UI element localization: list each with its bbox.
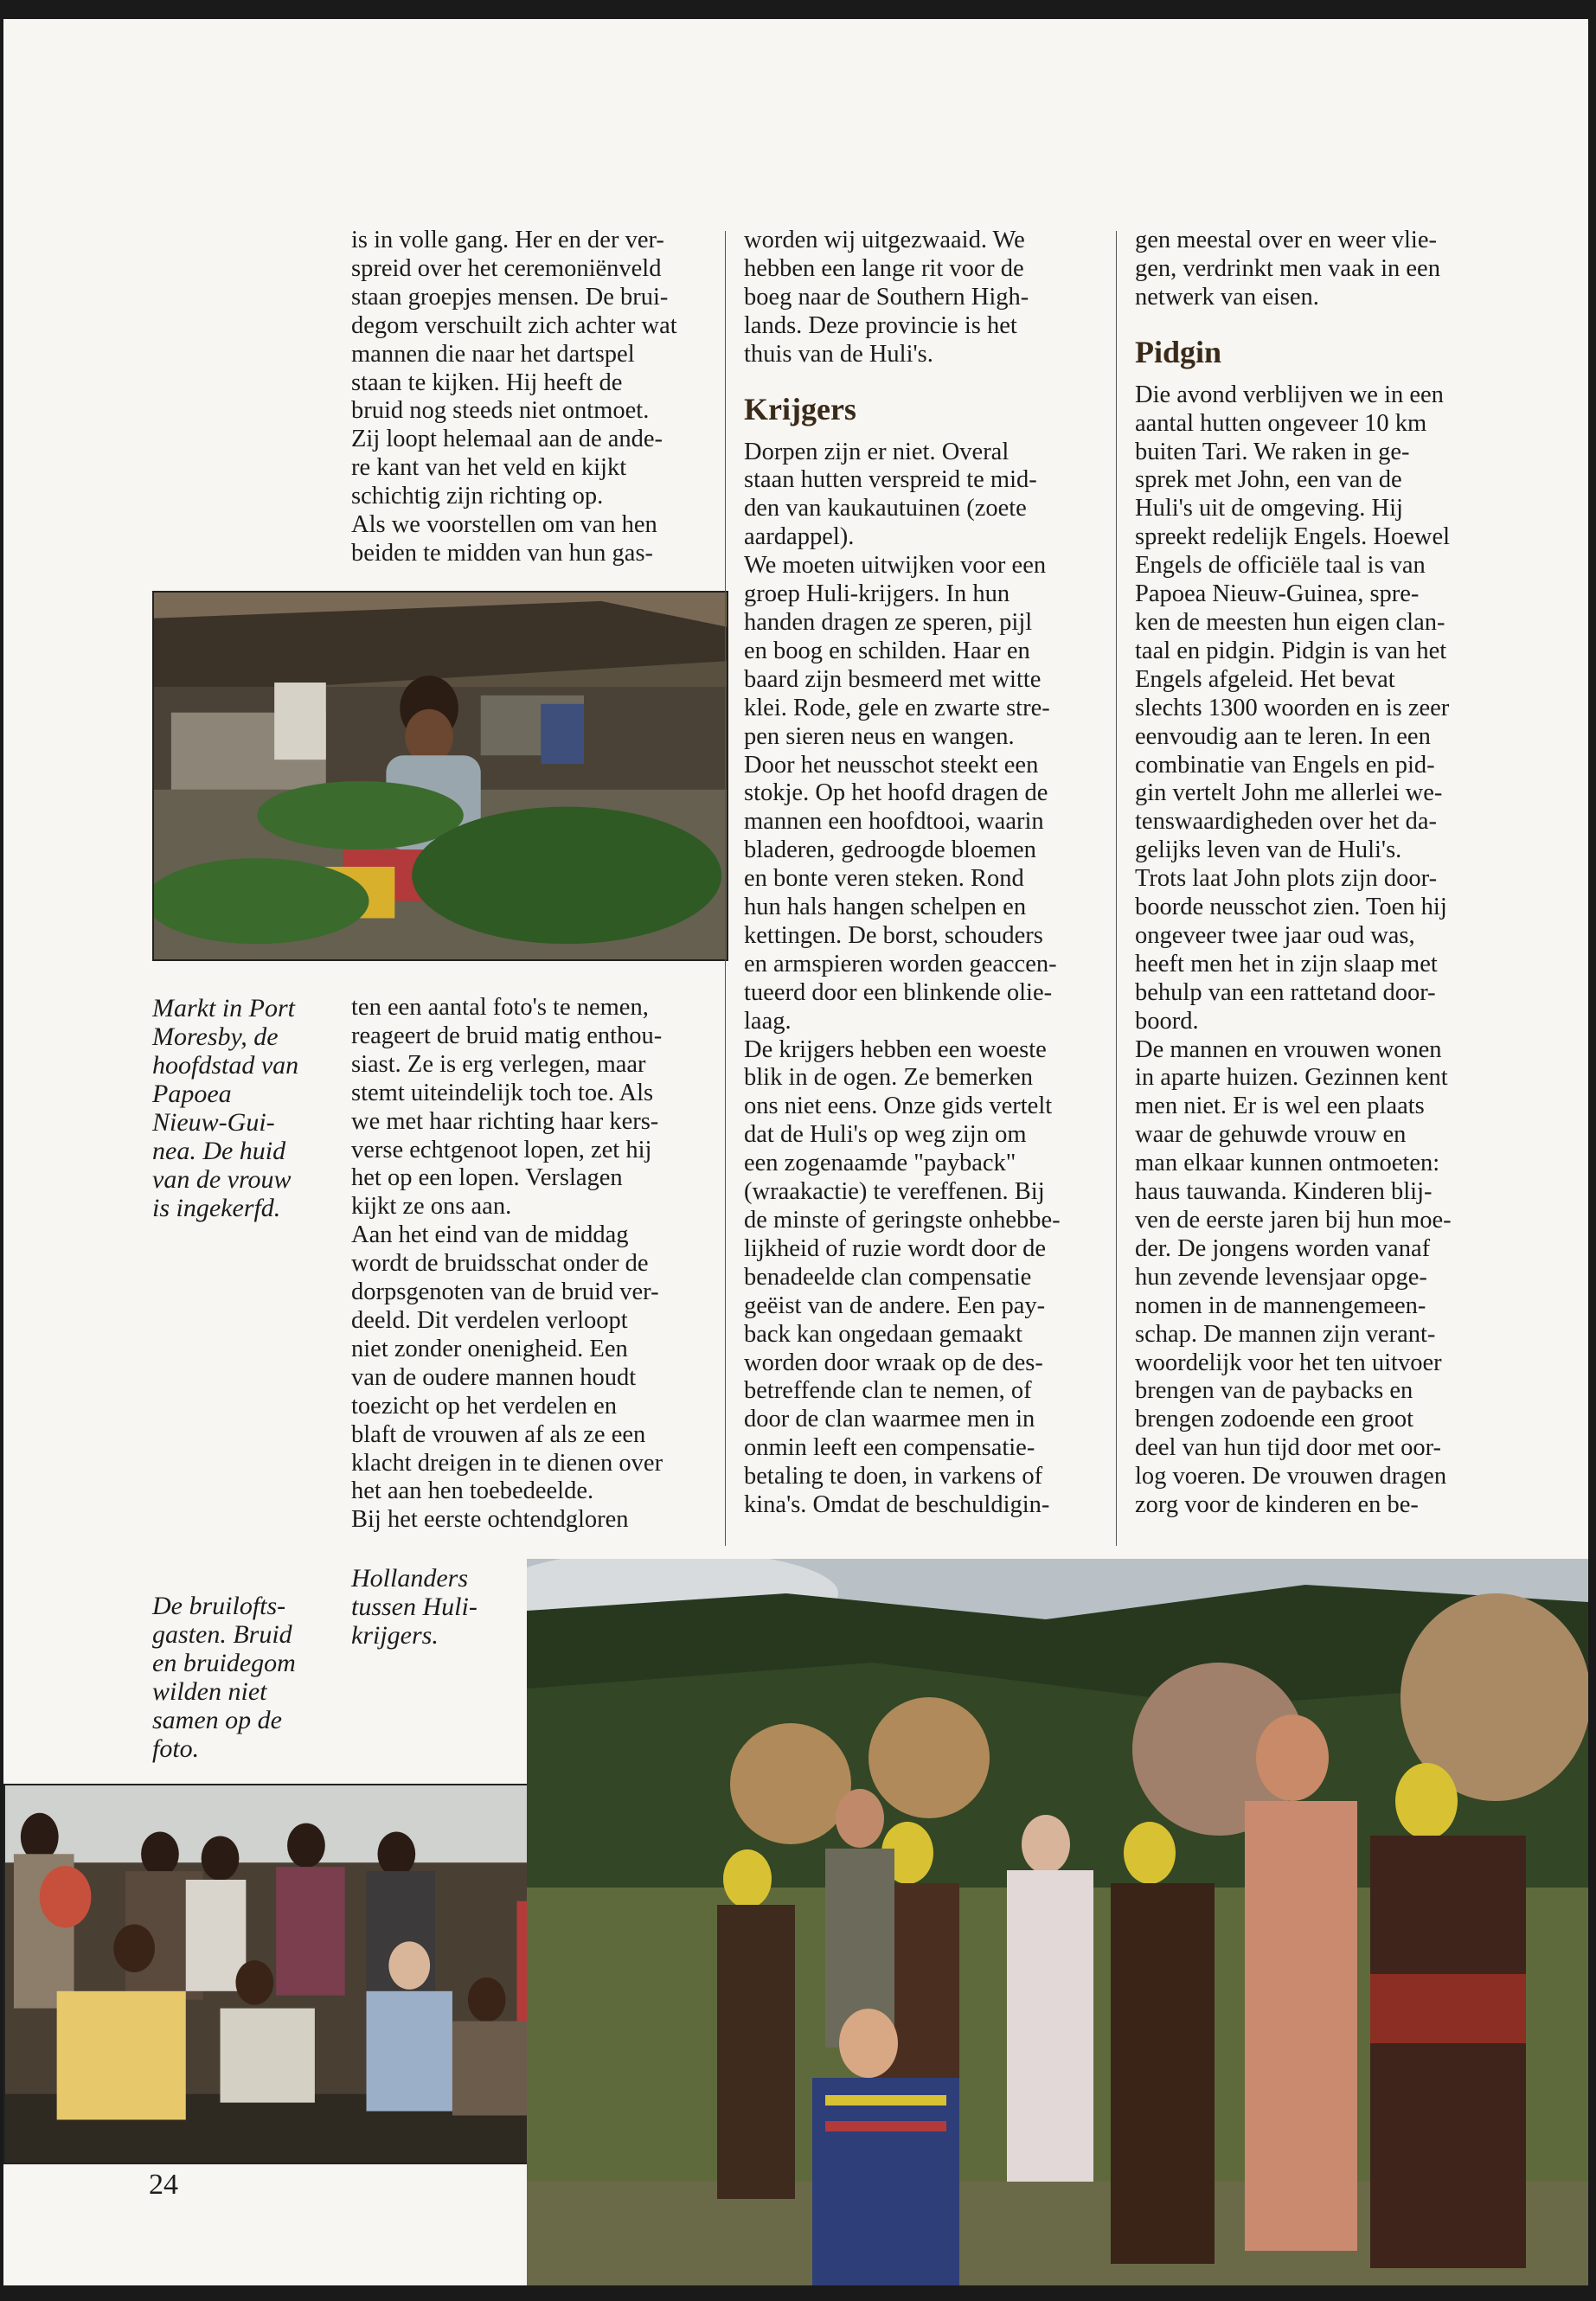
text-line: Aan het eind van de middag xyxy=(351,1221,629,1249)
caption-line: Moresby, de xyxy=(152,1022,279,1051)
text-line: schichtig zijn richting op. xyxy=(351,483,604,510)
text-line: in aparte huizen. Gezinnen kent xyxy=(1135,1064,1448,1092)
text-line: re kant van het veld en kijkt xyxy=(351,454,627,482)
text-line: mannen een hoofdtooi, waarin xyxy=(744,808,1044,836)
section-heading-pidgin: Pidgin xyxy=(1135,334,1222,369)
magazine-page xyxy=(3,19,1588,2285)
text-line: hun zevende levensjaar opge- xyxy=(1135,1263,1427,1291)
text-line: door de clan waarmee men in xyxy=(744,1406,1035,1433)
text-line: aardappel). xyxy=(744,523,855,551)
text-line: brengen van de paybacks en xyxy=(1135,1377,1413,1405)
text-line: dat de Huli's op weg zijn om xyxy=(744,1121,1027,1149)
text-line: staan hutten verspreid te mid- xyxy=(744,466,1037,494)
caption-wedding-guests xyxy=(152,1592,334,1763)
text-line: back kan ongedaan gemaakt xyxy=(744,1320,1023,1348)
text-line: Trots laat John plots zijn door- xyxy=(1135,865,1438,893)
text-line: worden wij uitgezwaaid. We xyxy=(744,227,1025,253)
caption-line: en bruidegom xyxy=(152,1649,296,1677)
text-line: boord. xyxy=(1135,1007,1199,1035)
text-line: stemt uiteindelijk toch toe. Als xyxy=(351,1079,654,1106)
caption-line: hoofdstad van xyxy=(152,1051,299,1080)
text-line: thuis van de Huli's. xyxy=(744,340,933,368)
text-line: behulp van een rattetand door- xyxy=(1135,978,1436,1006)
text-line: Dorpen zijn er niet. Overal xyxy=(744,438,1010,465)
text-line: handen dragen ze speren, pijl xyxy=(744,608,1033,636)
text-line: woordelijk voor het ten uitvoer xyxy=(1135,1349,1442,1376)
text-line: buiten Tari. We raken in ge- xyxy=(1135,438,1410,465)
text-line: eenvoudig aan te leren. In een xyxy=(1135,722,1431,750)
caption-line: Markt in Port xyxy=(152,994,295,1022)
caption-line: foto. xyxy=(152,1734,200,1763)
caption-line: Nieuw-Gui- xyxy=(152,1108,275,1137)
text-line: ons niet eens. Onze gids vertelt xyxy=(744,1093,1053,1120)
text-line: Als we voorstellen om van hen xyxy=(351,511,657,539)
text-line: men niet. Er is wel een plaats xyxy=(1135,1093,1425,1120)
huli-warriors-photo xyxy=(527,1559,1588,2285)
text-line: brengen zodoende een groot xyxy=(1135,1406,1414,1433)
text-line: der. De jongens worden vanaf xyxy=(1135,1234,1431,1262)
text-line: waar de gehuwde vrouw en xyxy=(1135,1121,1407,1149)
text-line: gen meestal over en weer vlie- xyxy=(1135,227,1437,253)
text-line: en armspieren worden geaccen- xyxy=(744,950,1057,977)
caption-market xyxy=(152,994,334,1222)
text-line: combinatie van Engels en pid- xyxy=(1135,751,1435,779)
text-line: boorde neusschot zien. Toen hij xyxy=(1135,894,1447,921)
text-line: ten een aantal foto's te nemen, xyxy=(351,994,649,1021)
text-line: worden door wraak op de des- xyxy=(744,1349,1043,1376)
text-line: niet zonder onenigheid. Een xyxy=(351,1335,628,1362)
text-line: bruid nog steeds niet ontmoet. xyxy=(351,397,650,425)
text-line: wordt de bruidsschat onder de xyxy=(351,1250,649,1278)
text-line: blik in de ogen. Ze bemerken xyxy=(744,1064,1033,1092)
text-line: slechts 1300 woorden en is zeer xyxy=(1135,694,1450,721)
page-number: 24 xyxy=(149,2169,178,2201)
text-line: stokje. Op het hoofd dragen de xyxy=(744,779,1048,807)
text-line: gelijks leven van de Huli's. xyxy=(1135,836,1402,864)
text-line: geëist van de andere. Een pay- xyxy=(744,1292,1046,1319)
caption-dutch-warriors xyxy=(351,1564,524,1650)
column-1-bottom xyxy=(351,994,706,1535)
text-line: kijkt ze ons aan. xyxy=(351,1193,512,1221)
text-line: het op een lopen. Verslagen xyxy=(351,1164,623,1192)
text-line: We moeten uitwijken voor een xyxy=(744,552,1047,580)
caption-line: De bruilofts- xyxy=(152,1592,286,1620)
text-line: siast. Ze is erg verlegen, maar xyxy=(351,1050,646,1078)
text-line: deeld. Dit verdelen verloopt xyxy=(351,1306,628,1334)
text-line: beiden te midden van hun gas- xyxy=(351,539,654,567)
text-line: van de oudere mannen houdt xyxy=(351,1363,637,1391)
text-line: (wraakactie) te vereffenen. Bij xyxy=(744,1178,1045,1206)
text-line: boeg naar de Southern High- xyxy=(744,283,1029,311)
text-line: heeft men het in zijn slaap met xyxy=(1135,950,1438,977)
text-line: ven de eerste jaren bij hun moe- xyxy=(1135,1207,1452,1234)
text-line: degom verschuilt zich achter wat xyxy=(351,311,677,339)
market-photo xyxy=(152,591,728,961)
text-line: zorg voor de kinderen en be- xyxy=(1135,1491,1419,1519)
caption-line: tussen Huli- xyxy=(351,1593,478,1621)
text-line: kettingen. De borst, schouders xyxy=(744,921,1043,949)
text-line: hebben een lange rit voor de xyxy=(744,254,1024,282)
text-line: Zij loopt helemaal aan de ande- xyxy=(351,426,663,453)
caption-line: nea. De huid xyxy=(152,1137,286,1165)
text-line: baard zijn besmeerd met witte xyxy=(744,665,1042,693)
text-line: spreid over het ceremoniënveld xyxy=(351,254,662,282)
text-line: hun hals hangen schelpen en xyxy=(744,894,1027,921)
caption-line: wilden niet xyxy=(152,1677,267,1706)
column-rule xyxy=(1116,231,1117,1546)
text-line: blaft de vrouwen af als ze een xyxy=(351,1420,646,1448)
text-line: reageert de bruid matig enthou- xyxy=(351,1022,663,1049)
column-rule xyxy=(725,231,726,1546)
text-line: tueerd door een blinkende olie- xyxy=(744,978,1053,1006)
text-line: Engels afgeleid. Het bevat xyxy=(1135,665,1395,693)
text-line: groep Huli-krijgers. In hun xyxy=(744,580,1010,608)
text-line: spreekt redelijk Engels. Hoewel xyxy=(1135,523,1451,551)
text-line: netwerk van eisen. xyxy=(1135,283,1319,311)
text-line: bladeren, gedroogde bloemen xyxy=(744,836,1036,864)
text-line: sprek met John, een van de xyxy=(1135,466,1402,494)
text-line: een zogenaamde "payback" xyxy=(744,1150,1016,1177)
text-line: gin vertelt John me allerlei we- xyxy=(1135,779,1443,807)
text-line: we met haar richting haar kers- xyxy=(351,1107,659,1135)
text-line: betaling te doen, in varkens of xyxy=(744,1463,1043,1490)
text-line: lands. Deze provincie is het xyxy=(744,311,1017,339)
text-line: ongeveer twee jaar oud was, xyxy=(1135,921,1415,949)
text-line: haus tauwanda. Kinderen blij- xyxy=(1135,1178,1433,1206)
text-line: nomen in de mannengemeen- xyxy=(1135,1292,1426,1319)
caption-line: is ingekerfd. xyxy=(152,1194,281,1222)
text-line: laag. xyxy=(744,1007,792,1035)
text-line: en bonte veren steken. Rond xyxy=(744,865,1024,893)
text-line: Engels de officiële taal is van xyxy=(1135,552,1426,580)
caption-line: Papoea xyxy=(152,1080,232,1108)
text-line: staan te kijken. Hij heeft de xyxy=(351,369,623,396)
text-line: verse echtgenoot lopen, zet hij xyxy=(351,1136,652,1163)
text-line: man elkaar kunnen ontmoeten: xyxy=(1135,1150,1440,1177)
text-line: toezicht op het verdelen en xyxy=(351,1392,618,1420)
text-line: benadeelde clan compensatie xyxy=(744,1263,1032,1291)
section-heading-krijgers: Krijgers xyxy=(744,391,856,426)
text-line: De krijgers hebben een woeste xyxy=(744,1035,1047,1063)
caption-line: samen op de xyxy=(152,1706,282,1734)
text-line: Door het neusschot steekt een xyxy=(744,751,1039,779)
text-line: aantal hutten ongeveer 10 km xyxy=(1135,409,1427,437)
text-line: Huli's uit de omgeving. Hij xyxy=(1135,495,1403,522)
text-line: deel van hun tijd door met oor- xyxy=(1135,1434,1442,1462)
column-2 xyxy=(744,227,1090,1520)
text-line: klei. Rode, gele en zwarte stre- xyxy=(744,694,1050,721)
column-3 xyxy=(1135,227,1490,1520)
text-line: ken de meesten hun eigen clan- xyxy=(1135,608,1445,636)
text-line: lijkheid of ruzie wordt door de xyxy=(744,1234,1047,1262)
text-line: dorpsgenoten van de bruid ver- xyxy=(351,1279,659,1306)
text-line: en boog en schilden. Haar en xyxy=(744,637,1030,664)
caption-line: krijgers. xyxy=(351,1621,439,1650)
text-line: den van kaukautuinen (zoete xyxy=(744,495,1027,522)
text-line: Papoea Nieuw-Guinea, spre- xyxy=(1135,580,1420,608)
text-line: Die avond verblijven we in een xyxy=(1135,381,1444,408)
text-line: onmin leeft een compensatie- xyxy=(744,1434,1035,1462)
text-line: taal en pidgin. Pidgin is van het xyxy=(1135,637,1447,664)
text-line: log voeren. De vrouwen dragen xyxy=(1135,1463,1447,1490)
caption-line: gasten. Bruid xyxy=(152,1620,292,1649)
text-line: is in volle gang. Her en der ver- xyxy=(351,227,664,253)
caption-line: Hollanders xyxy=(351,1564,468,1593)
text-line: Bij het eerste ochtendgloren xyxy=(351,1506,629,1534)
text-line: de minste of geringste onhebbe- xyxy=(744,1207,1061,1234)
column-1-top xyxy=(351,227,706,568)
text-line: klacht dreigen in te dienen over xyxy=(351,1449,663,1477)
text-line: tenswaardigheden over het da- xyxy=(1135,808,1437,836)
text-line: kina's. Omdat de beschuldigin- xyxy=(744,1491,1050,1519)
text-line: gen, verdrinkt men vaak in een xyxy=(1135,254,1440,282)
text-line: pen sieren neus en wangen. xyxy=(744,722,1015,750)
text-line: het aan hen toebedeelde. xyxy=(351,1477,594,1505)
wedding-guests-photo xyxy=(3,1784,593,2164)
text-line: betreffende clan te nemen, of xyxy=(744,1377,1032,1405)
caption-line: van de vrouw xyxy=(152,1165,292,1194)
text-line: De mannen en vrouwen wonen xyxy=(1135,1035,1442,1063)
text-line: mannen die naar het dartspel xyxy=(351,340,635,368)
text-line: staan groepjes mensen. De brui- xyxy=(351,283,669,311)
text-line: schap. De mannen zijn verant- xyxy=(1135,1320,1436,1348)
